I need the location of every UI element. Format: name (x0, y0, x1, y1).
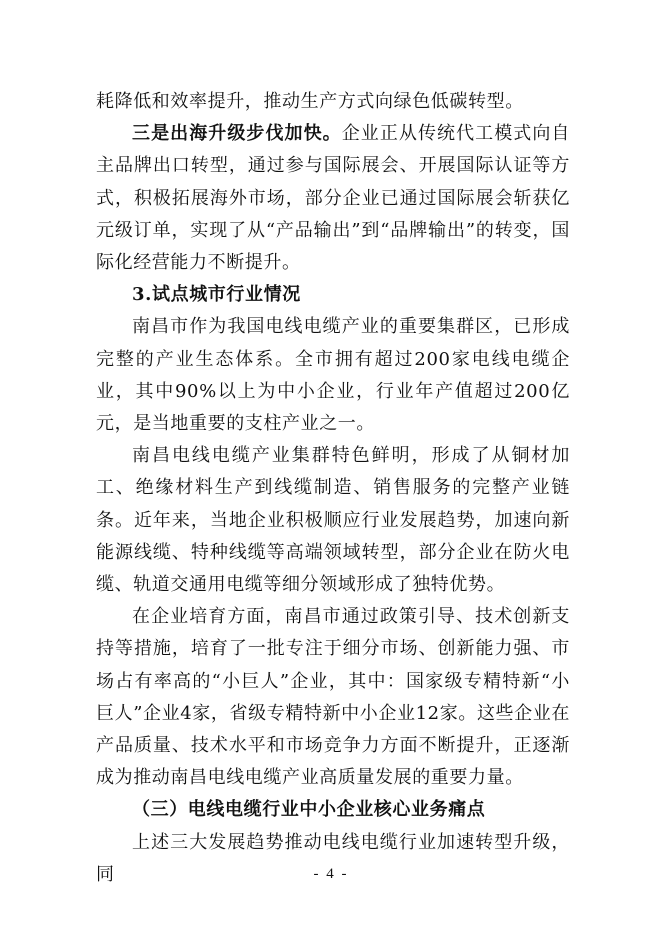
paragraph-lead-bold: 三是出海升级步伐加快。 (132, 123, 342, 145)
paragraph-body: 企业正从传统代工模式向自主品牌出口转型，通过参与国际展会、开展国际认证等方式，积极拓展海外市场，部分企业已通过国际展会斩获亿元级订单，实现了从“产品输出”到“品牌输出”的转变，国际化经营能力不断提升。 (96, 123, 570, 274)
section-heading-pain-points: （三）电线电缆行业中小企业核心业务痛点 (132, 799, 486, 821)
paragraph-overseas-upgrade (96, 118, 570, 279)
paragraph-enterprise-cultivation: 在企业培育方面，南昌市通过政策引导、技术创新支持等措施，培育了一批专注于细分市场、创新能力强、市场占有率高的“小巨人”企业，其中：国家级专精特新“小巨人”企业4家，省级专精特新中小企业12家。这些企业在产品质量、技术水平和市场竞争力方面不断提升，正逐渐成为推动南昌电线电缆产业高质量发展的重要力量。 (96, 606, 570, 789)
paragraph-trends-summary: 上述三大发展趋势推动电线电缆行业加速转型升级，同 (96, 831, 570, 885)
paragraph-industry-chain: 南昌电线电缆产业集群特色鲜明，形成了从铜材加工、绝缘材料生产到线缆制造、销售服务的完整产业链条。近年来，当地企业积极顺应行业发展趋势，加速向新能源线缆、特种线缆等高端领域转型，部分企业在防火电缆、轨道交通用电缆等细分领域形成了独特优势。 (96, 445, 570, 596)
paragraph-continuation: 耗降低和效率提升，推动生产方式向绿色低碳转型。 (96, 91, 524, 112)
document-body (96, 86, 570, 891)
section-heading-pilot-city: 3.试点城市行业情况 (132, 284, 301, 306)
paragraph-nanchang-cluster: 南昌市作为我国电线电缆产业的重要集群区，已形成完整的产业生态体系。全市拥有超过200家电线电缆企业，其中90%以上为中小企业，行业年产值超过200亿元，是当地重要的支柱产业之一。 (96, 316, 570, 435)
page-number: - 4 - (313, 866, 349, 882)
